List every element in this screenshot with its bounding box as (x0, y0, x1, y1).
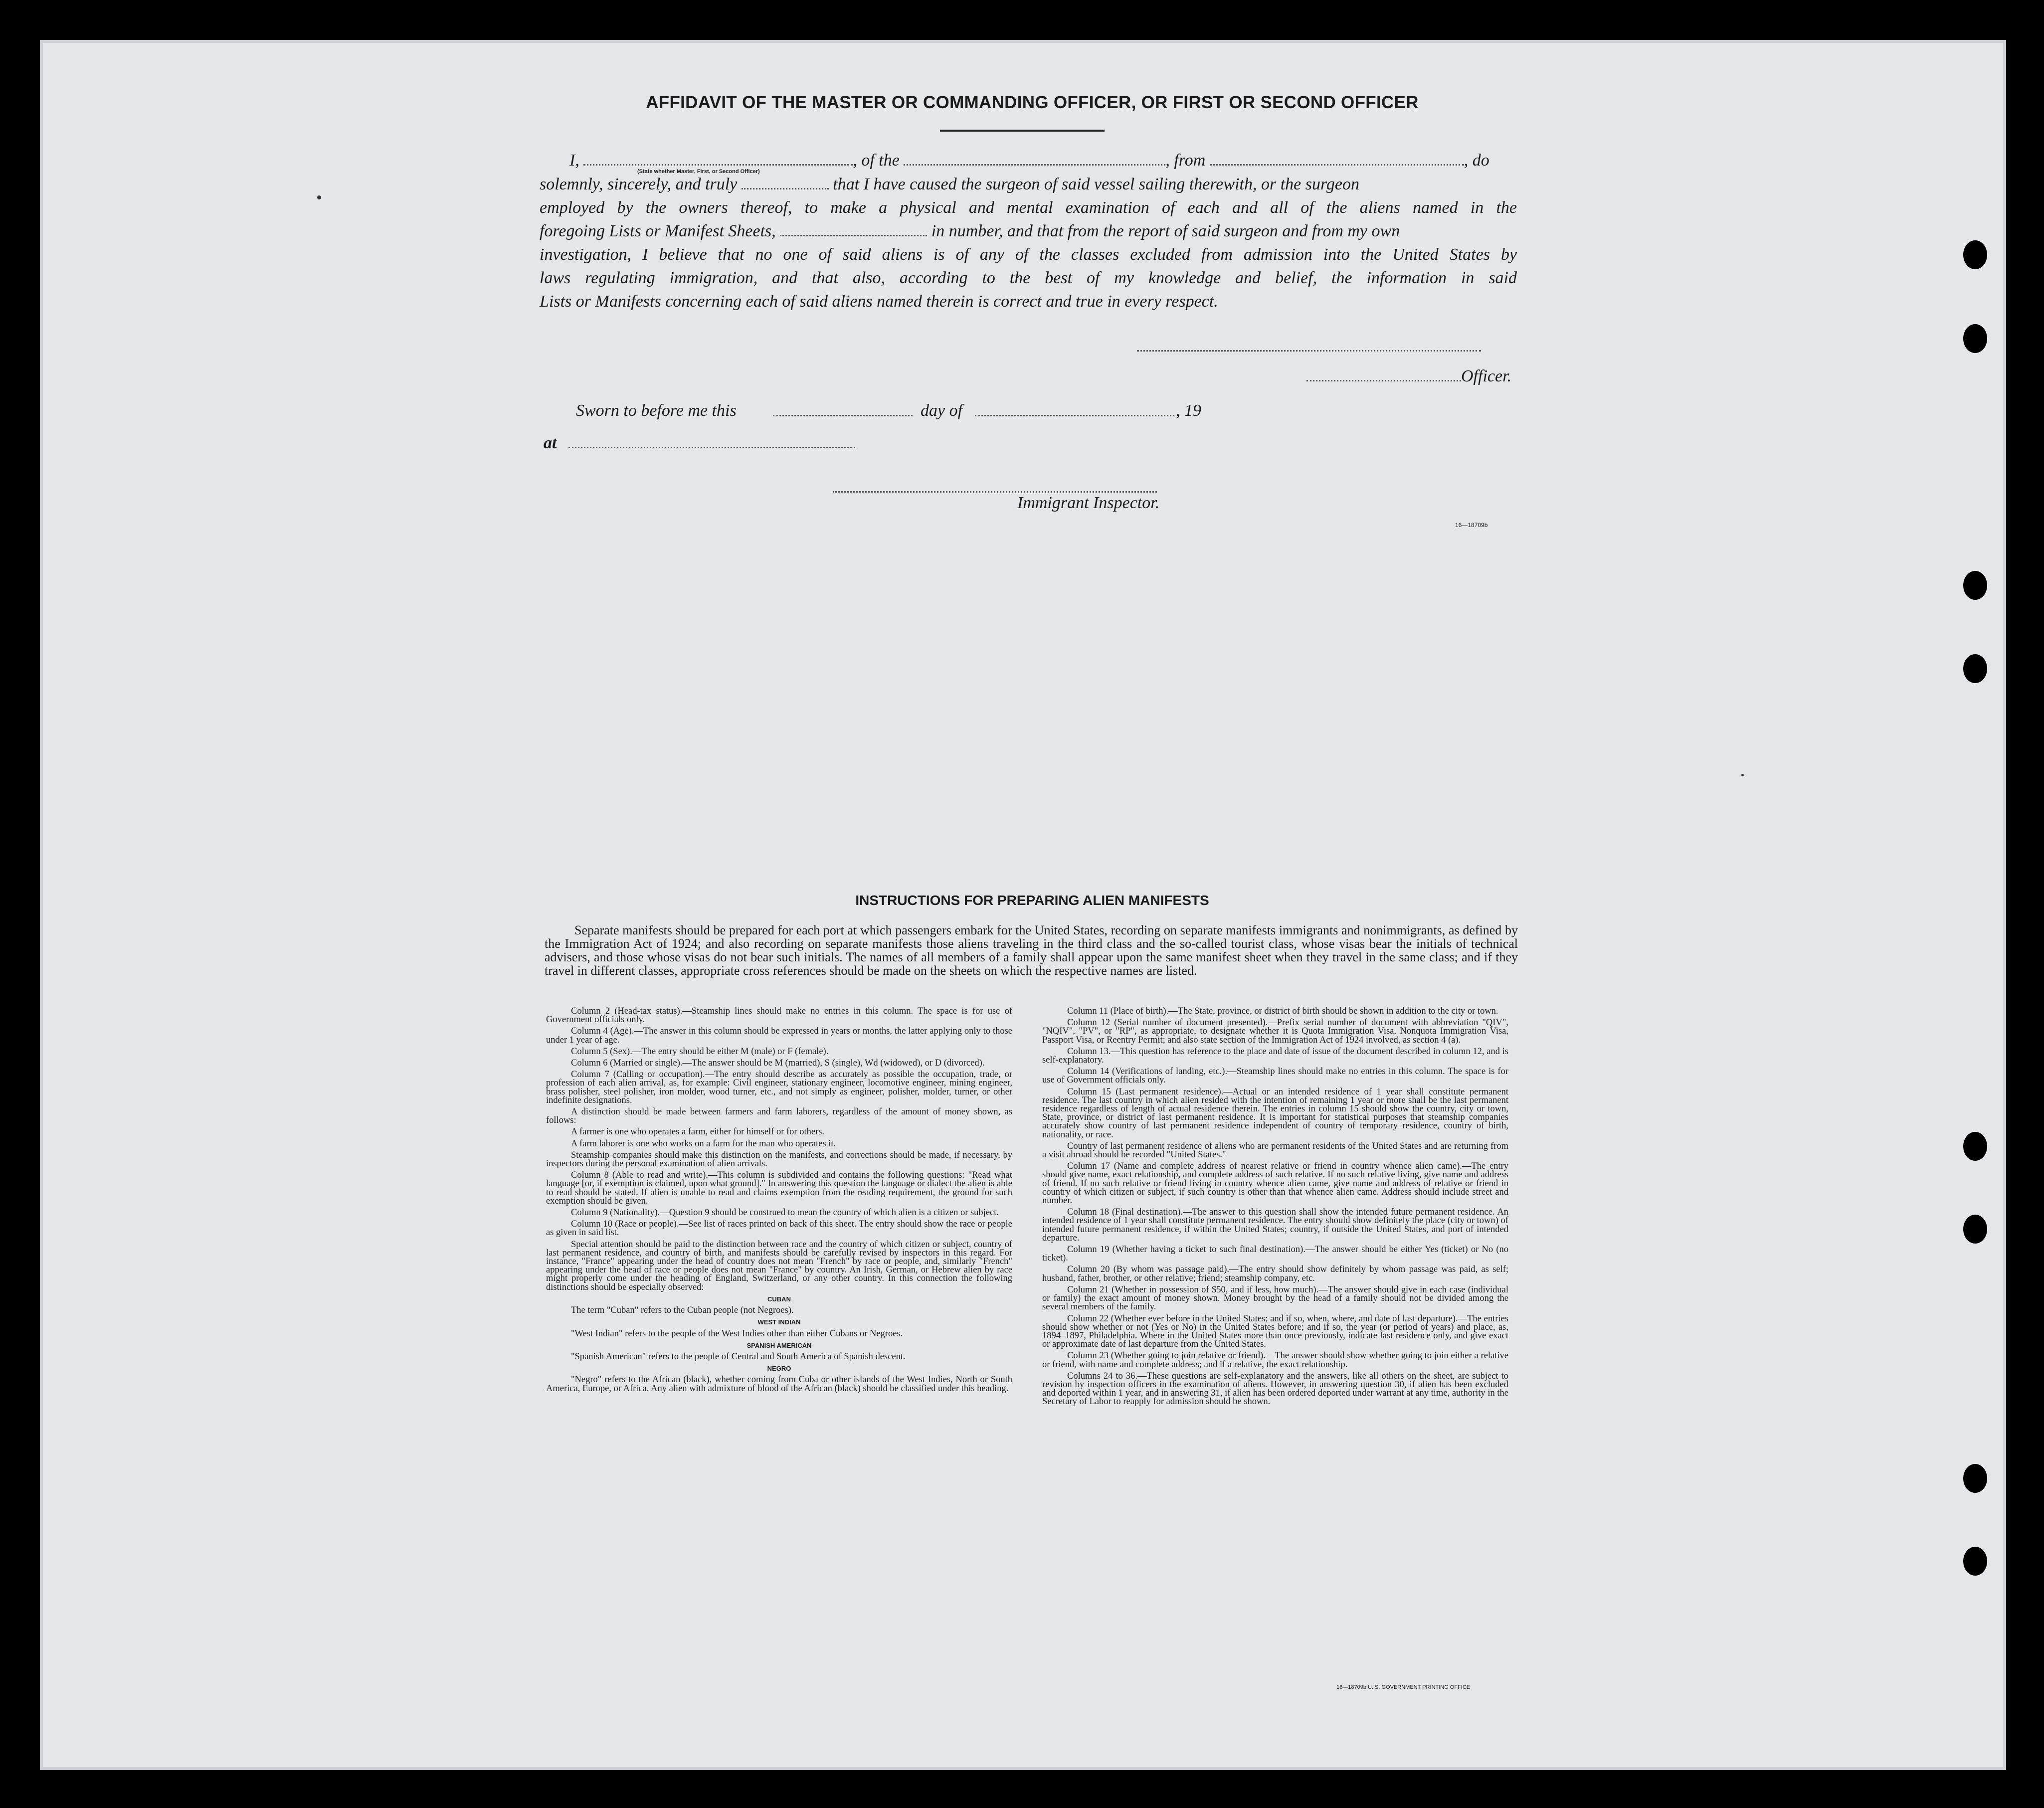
instruction-paragraph: Column 14 (Verifications of landing, etc.).—Steamship lines should make no entries in this column. The space is for use of Government officials only. (1042, 1067, 1508, 1085)
scan-speck (1741, 774, 1744, 776)
instruction-paragraph: Column 2 (Head-tax status).—Steamship lines should make no entries in this column. The space is for use of Government officials only. (546, 1006, 1012, 1025)
punch-hole (1963, 1464, 1987, 1493)
instruction-paragraph: Column 5 (Sex).—The entry should be either M (male) or F (female). (571, 1046, 829, 1057)
instruction-paragraph: Column 18 (Final destination).—The answer to this question shall show the intended future permanent residence. An intended residence of 1 year shall constitute permanent residence. The entry should show definitely the place (city or town) of intended future permanent residence, if within the United States; country, if outside the United States, and port of intended departure. (1042, 1207, 1508, 1243)
instructions-title: INSTRUCTIONS FOR PREPARING ALIEN MANIFESTS (855, 893, 1209, 908)
sworn-month-field[interactable] (975, 415, 1174, 416)
instruction-paragraph: Columns 24 to 36.—These questions are self-explanatory and the answers, like all others on the sheet, are subject to revision by inspection officers in the examination of aliens. However, in answering question 30, if alien has been excluded and deported within 1 year, and in answering 31, if alien has been ordered deported under warrant at any time, authority in the Secretary of Labor to reapply for admission should be shown. (1042, 1371, 1508, 1407)
inspector-label: Immigrant Inspector. (1017, 494, 1160, 512)
instruction-paragraph: Column 4 (Age).—The answer in this column should be expressed in years or months, the latter applying only to those under 1 year of age. (546, 1026, 1012, 1045)
text-segment: in number, and that from the report of said surgeon and from my own (931, 222, 1400, 240)
instruction-paragraph: Column 17 (Name and complete address of nearest relative or friend in country whence alien came).—The entry should give name, exact relationship, and complete address of such relative. If no such relative living, give name and address of friend. If no such relative or friend living in country whence alien came, give name and address of relative or friend in country of which citizen or subject, if such country is other than that whence alien came. Address should include street and number. (1042, 1161, 1508, 1206)
instruction-paragraph: Special attention should be paid to the distinction between race and the country of which citizen or subject, country of last permanent residence, and country of birth, and manifests should be carefully revised by inspectors in this regard. For instance, "France" appearing under the head of country does not mean "French" by race or people, and, similarly "French" appearing under the head of race or people does not mean "France" by country. An Irish, German, or Hebrew alien by race might properly come under the heading of England, Switzerland, or any other country. In this connection the following distinctions should be especially observed: (546, 1239, 1012, 1292)
text-segment: foregoing Lists or Manifest Sheets, (540, 222, 776, 240)
label-i: I, (569, 151, 579, 170)
instruction-paragraph: Country of last permanent residence of aliens who are permanent residents of the United States and are returning from a visit abroad should be recorded "United States." (1042, 1141, 1508, 1160)
form-number: 16—18709b (1455, 522, 1488, 529)
affidavit-line-4 (540, 221, 1517, 241)
day-of-label: day of (921, 401, 963, 420)
punch-hole (1963, 571, 1987, 600)
instruction-paragraph: Column 12 (Serial number of document presented).—Prefix serial number of document with abbreviation "QIV", "NQIV", "PV", or "RP", as appropriate, to designate whether it is Quota Immigration Visa, Nonquota Immigration Visa, Passport Visa, or Reentry Permit; and also state section of the Immigration Act of 1924 involved, as section 4 (a). (1042, 1018, 1508, 1045)
punch-hole (1963, 654, 1987, 683)
punch-hole (1963, 1547, 1987, 1576)
place-field[interactable] (568, 447, 855, 448)
affidavit-line-7: Lists or Manifests concerning each of said aliens named therein is correct and true in every respect. (540, 292, 1218, 311)
instruction-paragraph: Column 7 (Calling or occupation).—The entry should describe as accurately as possible the occupation, trade, or profession of each alien arrival, as, for example: Civil engineer, stationary engineer, locomotive engineer, mining engineer, brass polisher, steel polisher, iron molder, wood turner, etc., and not simply as engineer, polisher, molder, turner, or other indefinite designations. (546, 1070, 1012, 1105)
punch-hole (1963, 240, 1987, 269)
label-do: , do (1464, 151, 1489, 170)
sworn-day-field[interactable] (773, 415, 913, 416)
instruction-paragraph: Steamship companies should make this distinction on the manifests, and corrections should be made, if necessary, by inspectors during the personal examination of alien arrivals. (546, 1150, 1012, 1169)
affidavit-line-1 (540, 151, 1517, 171)
cuban-definition: The term "Cuban" refers to the Cuban people (not Negroes). (571, 1305, 794, 1316)
instructions-right-column (1042, 1007, 1508, 1410)
scan-border (0, 0, 40, 1808)
affidavit-line-3: employed by the owners thereof, to make a physical and mental examination of each and all of the aliens named in the (540, 198, 1517, 217)
officer-rank-field[interactable] (583, 153, 853, 166)
west-indian-heading: WEST INDIAN (757, 1318, 801, 1326)
instructions-left-column (546, 1007, 1012, 1396)
instruction-paragraph: Column 13.—This question has reference to the place and date of issue of the document described in column 12, and is self-explanatory. (1042, 1046, 1508, 1066)
instruction-paragraph: Column 19 (Whether having a ticket to such final destination).—The answer should be either Yes (ticket) or No (no ticket). (1042, 1245, 1508, 1264)
negro-definition: "Negro" refers to the African (black), whether coming from Cuba or other islands of the West Indies, North or South America, Europe, or Africa. Any alien with admixture of blood of the African (black) should be classified under this heading. (546, 1375, 1012, 1394)
instruction-paragraph: A distinction should be made between farmers and farm laborers, regardless of the amount of money shown, as follows: (546, 1107, 1012, 1126)
year-label: , 19 (1176, 401, 1201, 420)
instruction-paragraph: Column 10 (Race or people).—See list of races printed on back of this sheet. The entry should show the race or people as given in said list. (546, 1219, 1012, 1238)
punch-hole (1963, 324, 1987, 353)
port-field[interactable] (1210, 153, 1464, 166)
affidavit-line-6: laws regulating immigration, and that also, according to the best of my knowledge and belief, the information in said (540, 269, 1517, 287)
officer-rank-note: (State whether Master, First, or Second Officer) (637, 169, 760, 175)
oath-field[interactable] (742, 177, 829, 189)
text-segment: that I have caused the surgeon of said vessel sailing therewith, or the surgeon (833, 175, 1360, 193)
instruction-paragraph: A farmer is one who operates a farm, either for himself or for others. (571, 1127, 825, 1137)
signature-line[interactable] (1137, 350, 1481, 352)
printer-footer: 16—18709b U. S. GOVERNMENT PRINTING OFFICE (1336, 1684, 1471, 1690)
instruction-paragraph: Column 9 (Nationality).—Question 9 should be construed to mean the country of which alien is a citizen or subject. (571, 1208, 999, 1218)
instruction-paragraph: Column 21 (Whether in possession of $50, and if less, how much).—The answer should give in each case (individual or family) the exact amount of money shown. Money brought by the head of a family should not be divided among the several members of the family. (1042, 1284, 1508, 1312)
sheets-count-field[interactable] (780, 224, 927, 236)
instruction-paragraph: Column 22 (Whether ever before in the United States; and if so, when, where, and date of last departure).—The entries should show whether or not (Yes or No) in the United States before; and if so, the year (or period of years) and place, as, 1894–1897, Philadelphia. Where in the United States more than once previously, indicate last residence only, and give exact or approximate date of last departure from the United States. (1042, 1313, 1508, 1350)
inspector-signature-field[interactable] (833, 491, 1157, 493)
instruction-paragraph: A farm laborer is one who works on a farm for the man who operates it. (571, 1138, 836, 1149)
instruction-paragraph: Column 20 (By whom was passage paid).—The entry should show definitely by whom passage was paid, as self; husband, father, brother, or other relative; friend; steamship company, etc. (1042, 1265, 1508, 1283)
scan-speck (317, 195, 321, 199)
title-rule (940, 130, 1105, 132)
affidavit-title: AFFIDAVIT OF THE MASTER OR COMMANDING OFFICER, OR FIRST OR SECOND OFFICER (646, 93, 1419, 112)
instruction-paragraph: Column 15 (Last permanent residence).—Actual or an intended residence of 1 year shall constitute permanent residence. The last country in which alien resided with the intention of remaining 1 year or more shall be the last permanent residence regardless of length of actual residence therein. The entries in column 15 should show the country, city or town, State, province, or district of last permanent residence. It is important for statistical purposes that steamship companies accurately show country of last permanent residence independent of country of temporary residence, country of birth, nationality, or race. (1042, 1086, 1508, 1140)
instruction-paragraph: Column 11 (Place of birth).—The State, province, or district of birth should be shown in addition to the city or town. (1067, 1006, 1498, 1016)
officer-signature-field[interactable] (1306, 380, 1461, 381)
instruction-paragraph: Column 23 (Whether going to join relative or friend).—The answer should show whether going to join either a relative or friend, with name and complete address; and if a relative, the exact relationship. (1042, 1351, 1508, 1370)
affidavit-line-5: investigation, I believe that no one of said aliens is of any of the classes excluded from admission into the United States by (540, 245, 1517, 264)
negro-heading: NEGRO (767, 1365, 791, 1373)
instruction-paragraph: Column 6 (Married or single).—The answer should be M (married), S (single), Wd (widowed), or D (divorced). (571, 1058, 985, 1069)
instruction-paragraph: Column 8 (Able to read and write).—This column is subdivided and contains the following questions: "Read what language [or, if exemption is claimed, upon what ground]." In answering this question the language or dialect the alien is able to read should be stated. If alien is unable to read and claims exemption from the reading requirement, the ground for such exemption should be given. (546, 1170, 1012, 1206)
at-label: at (544, 434, 557, 452)
cuban-heading: CUBAN (767, 1295, 791, 1303)
text-segment: solemnly, sincerely, and truly (540, 175, 738, 193)
officer-label: Officer. (1461, 367, 1512, 385)
west-indian-definition: "West Indian" refers to the people of the West Indies other than either Cubans or Negroes. (571, 1328, 903, 1339)
affidavit-line-2 (540, 175, 1517, 194)
label-from: , from (1165, 151, 1206, 170)
label-of-the: , of the (853, 151, 900, 170)
spanish-american-definition: "Spanish American" refers to the people of Central and South America of Spanish descent. (571, 1351, 906, 1362)
intro-paragraph: Separate manifests should be prepared for each port at which passengers embark for the United States, recording on separate manifests immigrants and nonimmigrants, as defined by the Immigration Act of 1924; and also recording on separate manifests those aliens traveling in the third class and the so-called tourist class, whose visas bear the initials of technical advisers, and those whose visas do not bear such initials. The names of all members of a family shall appear upon the same manifest sheet when they travel in the same class; and if they travel in different classes, appropriate cross references should be made on the sheets on which the respective names are listed. (545, 923, 1518, 978)
instructions-intro (545, 923, 1518, 977)
spanish-american-heading: SPANISH AMERICAN (746, 1341, 812, 1349)
sworn-label: Sworn to before me this (576, 401, 737, 420)
punch-hole (1963, 1132, 1987, 1161)
punch-hole (1963, 1215, 1987, 1244)
vessel-name-field[interactable] (904, 153, 1165, 166)
